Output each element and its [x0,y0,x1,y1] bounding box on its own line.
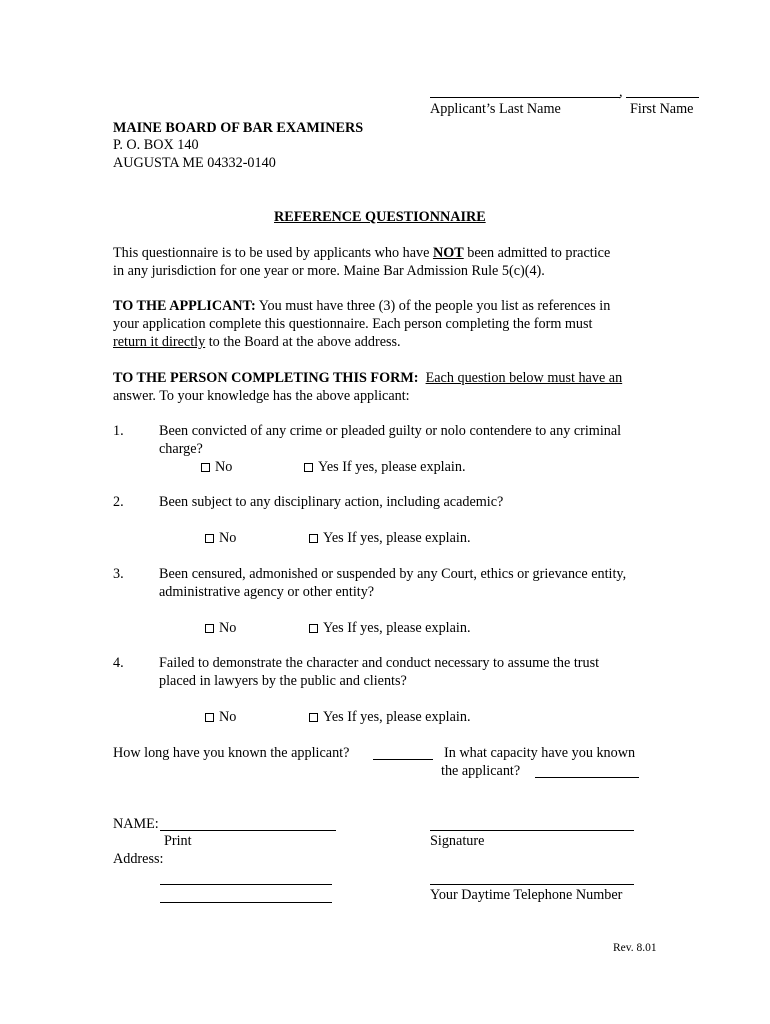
question-4-text-2: placed in lawyers by the public and clients? [159,673,407,689]
question-3-text-2: administrative agency or other entity? [159,584,375,600]
name-field[interactable] [160,830,336,831]
checkbox-icon[interactable] [205,534,214,543]
question-1-text: Been convicted of any crime or pleaded guilty or nolo contendere to any criminal [159,423,622,439]
checkbox-icon[interactable] [309,713,318,722]
checkbox-icon[interactable] [205,624,214,633]
question-2-no-option[interactable] [205,530,236,548]
last-name-line[interactable] [430,97,620,98]
address-field-1[interactable] [160,884,332,885]
must-answer-note: Each question below must have an [425,370,623,386]
question-4-no-option[interactable] [205,709,236,727]
name-label: NAME: [113,816,159,832]
to-person-heading: TO THE PERSON COMPLETING THIS FORM: [113,370,419,386]
capacity-label-1: In what capacity have you known [444,745,636,761]
no-label: No [215,459,233,475]
intro-line-1 [113,245,610,263]
to-person-line-2: answer. To your knowledge has the above applicant: [113,388,410,404]
question-2-number: 2. [113,494,124,510]
city-zip: AUGUSTA ME 04332-0140 [113,155,276,171]
question-2-text: Been subject to any disciplinary action, including academic? [159,494,504,510]
question-1-yes-option[interactable] [304,459,466,477]
board-name: MAINE BOARD OF BAR EXAMINERS [113,120,364,136]
checkbox-icon[interactable] [205,713,214,722]
question-4-number: 4. [113,655,124,671]
how-long-field[interactable] [373,759,433,760]
revision-number: Rev. 8.01 [613,942,657,954]
yes-label: Yes If yes, please explain. [323,530,471,546]
question-2-yes-option[interactable] [309,530,471,548]
checkbox-icon[interactable] [309,534,318,543]
no-label: No [219,530,237,546]
to-applicant-line-3-rest: to the Board at the above address. [205,334,401,350]
to-applicant-line-3 [113,334,401,352]
no-label: No [219,709,237,725]
question-3-no-option[interactable] [205,620,236,638]
yes-label: Yes If yes, please explain. [323,709,471,725]
po-box: P. O. BOX 140 [113,137,199,153]
question-3-number: 3. [113,566,124,582]
checkbox-icon[interactable] [201,463,210,472]
question-1-no-option[interactable] [201,459,232,477]
intro-emphasis: NOT [432,245,464,261]
yes-label: Yes If yes, please explain. [323,620,471,636]
to-applicant-line-1 [113,298,610,316]
question-4-yes-option[interactable] [309,709,471,727]
signature-field[interactable] [430,830,634,831]
checkbox-icon[interactable] [304,463,313,472]
page-title: REFERENCE QUESTIONNAIRE [274,209,486,225]
question-3-text: Been censured, admonished or suspended by any Court, ethics or grievance entity, [159,566,627,582]
checkbox-icon[interactable] [309,624,318,633]
phone-field[interactable] [430,884,634,885]
capacity-label-2: the applicant? [441,763,521,779]
phone-label: Your Daytime Telephone Number [430,887,623,903]
to-applicant-heading: TO THE APPLICANT: [113,298,256,314]
signature-label: Signature [430,833,485,849]
how-long-label: How long have you known the applicant? [113,745,350,761]
to-person-line-1 [113,370,622,388]
print-label: Print [164,833,192,849]
first-name-label: First Name [630,101,694,117]
capacity-field[interactable] [535,777,639,778]
question-1-text-2: charge? [159,441,203,457]
first-name-line[interactable] [626,97,699,98]
address-field-2[interactable] [160,902,332,903]
intro-line-2: in any jurisdiction for one year or more. Maine Bar Admission Rule 5(c)(4). [113,263,545,279]
question-3-yes-option[interactable] [309,620,471,638]
to-applicant-line-2: your application complete this questionnaire. Each person completing the form must [113,316,593,332]
intro-text-pre: This questionnaire is to be used by applicants who have [113,245,433,261]
last-name-label: Applicant’s Last Name [430,101,561,117]
address-label: Address: [113,851,164,867]
yes-label: Yes If yes, please explain. [318,459,466,475]
name-comma: , [619,84,623,100]
return-directly: return it directly [113,334,206,350]
to-applicant-text: You must have three (3) of the people you list as references in [255,298,611,314]
no-label: No [219,620,237,636]
question-4-text: Failed to demonstrate the character and conduct necessary to assume the trust [159,655,600,671]
question-1-number: 1. [113,423,124,439]
intro-text-post: been admitted to practice [463,245,611,261]
